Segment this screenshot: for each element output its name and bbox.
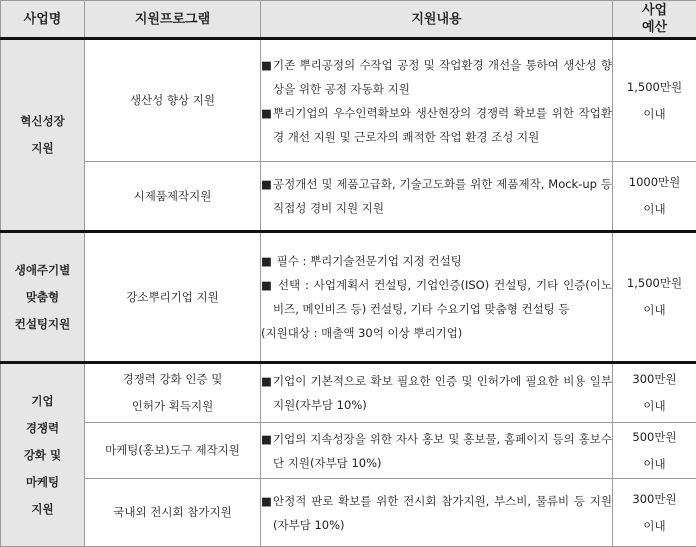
budget-line: 이내 bbox=[643, 202, 666, 217]
header-budget bbox=[613, 1, 696, 39]
content-bullet-item bbox=[261, 427, 612, 475]
header-row bbox=[1, 1, 696, 39]
program-cell bbox=[85, 39, 261, 162]
content-cell bbox=[261, 39, 613, 162]
square-bullet-icon: ■ bbox=[261, 57, 272, 72]
business-name-cell bbox=[1, 39, 85, 232]
business-name-line: 경쟁력 bbox=[25, 420, 60, 435]
content-text: 공정개선 및 제품고급화, 기술고도화를 위한 제품제작, Mock-up 등 직접성 경비 지원 지원 bbox=[273, 177, 612, 216]
business-name-cell bbox=[1, 363, 85, 547]
budget-line: 1,500만원 bbox=[626, 276, 683, 291]
business-name-line: 지원 bbox=[31, 140, 54, 155]
content-cell bbox=[261, 479, 613, 547]
content-bullet-item bbox=[261, 249, 612, 273]
square-bullet-icon: ■ bbox=[261, 431, 272, 446]
budget-cell bbox=[613, 39, 696, 162]
content-bullet-item bbox=[261, 489, 612, 537]
table-row bbox=[1, 479, 696, 547]
program-name-line: 인허가 획득지원 bbox=[131, 399, 214, 414]
budget-cell bbox=[613, 231, 696, 362]
budget-line: 이내 bbox=[643, 399, 666, 414]
business-name-cell bbox=[1, 231, 85, 362]
budget-cell bbox=[613, 479, 696, 547]
content-cell bbox=[261, 363, 613, 423]
square-bullet-icon: ■ bbox=[261, 278, 272, 293]
budget-cell bbox=[613, 422, 696, 478]
content-bullet-item bbox=[261, 369, 612, 417]
table-body bbox=[1, 39, 696, 547]
square-bullet-icon: ■ bbox=[261, 493, 272, 508]
program-name-line: 시제품제작지원 bbox=[133, 188, 212, 203]
business-name-line: 기업 bbox=[31, 393, 54, 408]
square-bullet-icon: ■ bbox=[261, 374, 272, 389]
content-bullet-item bbox=[261, 273, 612, 321]
table-row bbox=[1, 363, 696, 423]
business-name-line: 맞춤형 bbox=[25, 289, 60, 304]
program-name-line: 마케팅(홍보)도구 제작지원 bbox=[105, 443, 240, 458]
business-name-line: 지원 bbox=[31, 501, 54, 516]
program-name-line: 국내외 전시회 참가지원 bbox=[113, 505, 232, 520]
content-bullet-item bbox=[261, 53, 612, 101]
content-text: 기존 뿌리공정의 수작업 공정 및 작업환경 개선을 통하여 생산성 향상을 위한 공정 자동화 지원 bbox=[273, 57, 612, 96]
header-support-content: 지원내용 bbox=[261, 1, 613, 39]
header-business-name: 사업명 bbox=[1, 1, 85, 39]
budget-cell bbox=[613, 162, 696, 232]
business-name-line: 혁신성장 bbox=[20, 113, 65, 128]
budget-cell bbox=[613, 363, 696, 423]
content-text: 뿌리기업의 우수인력확보와 생산현장의 경쟁력 확보를 위한 작업환경 개선 지원 및 근로자의 쾌적한 작업 환경 조성 지원 bbox=[273, 105, 612, 144]
square-bullet-icon: ■ bbox=[261, 105, 272, 120]
budget-line: 1000만원 bbox=[628, 175, 681, 190]
table-row bbox=[1, 231, 696, 362]
program-cell bbox=[85, 363, 261, 423]
content-cell bbox=[261, 422, 613, 478]
content-text: 선택 : 사업계획서 컨설팅, 기업인증(ISO) 컨설팅, 기타 인증(이노비즈, 메인비즈 등) 컨설팅, 기타 수요기업 맞춤형 컨설팅 등 bbox=[273, 278, 612, 317]
square-bullet-icon: ■ bbox=[261, 177, 272, 192]
program-cell bbox=[85, 162, 261, 232]
budget-line: 300만원 bbox=[632, 372, 677, 387]
program-cell bbox=[85, 231, 261, 362]
budget-line: 이내 bbox=[643, 303, 666, 318]
table-row bbox=[1, 39, 696, 162]
square-bullet-icon: ■ bbox=[261, 254, 272, 269]
header-budget-line: 예산 bbox=[641, 20, 668, 35]
program-cell bbox=[85, 479, 261, 547]
program-name-line: 생산성 향상 지원 bbox=[129, 93, 216, 108]
budget-line: 1,500만원 bbox=[626, 79, 683, 94]
content-bullet-item bbox=[261, 101, 612, 149]
content-text: 필수 : 뿌리기술전문기업 지정 컨설팅 bbox=[273, 254, 462, 269]
program-cell bbox=[85, 422, 261, 478]
business-name-line: 컨설팅지원 bbox=[14, 316, 71, 331]
business-name-line: 마케팅 bbox=[25, 474, 60, 489]
program-name-line: 강소뿌리기업 지원 bbox=[126, 289, 219, 304]
header-support-program: 지원프로그램 bbox=[85, 1, 261, 39]
table-row bbox=[1, 162, 696, 232]
content-text: 안정적 판로 확보를 위한 전시회 참가지원, 부스비, 물류비 등 지원 (자부담 10%) bbox=[273, 493, 612, 532]
budget-line: 300만원 bbox=[632, 491, 677, 506]
content-note: (지원대상 : 매출액 30억 이상 뿌리기업) bbox=[261, 326, 463, 341]
content-text: 기업의 지속성장을 위한 자사 홍보 및 홍보물, 홈페이지 등의 홍보수단 지원(자부담 10%) bbox=[273, 431, 612, 470]
budget-line: 이내 bbox=[643, 106, 666, 121]
header-budget-line: 사업 bbox=[641, 3, 668, 18]
business-name-line: 강화 및 bbox=[23, 447, 62, 462]
content-text: 기업이 기본적으로 확보 필요한 인증 및 인허가에 필요한 비용 일부 지원(자부담 10%) bbox=[273, 374, 612, 413]
content-bullet-item bbox=[261, 172, 612, 220]
content-cell bbox=[261, 162, 613, 232]
business-name-line: 생애주기별 bbox=[14, 262, 71, 277]
budget-line: 이내 bbox=[643, 456, 666, 471]
budget-line: 500만원 bbox=[632, 429, 677, 444]
content-cell bbox=[261, 231, 613, 362]
table-row bbox=[1, 422, 696, 478]
budget-line: 이내 bbox=[643, 518, 666, 533]
program-name-line: 경쟁력 강화 인증 및 bbox=[122, 372, 223, 387]
